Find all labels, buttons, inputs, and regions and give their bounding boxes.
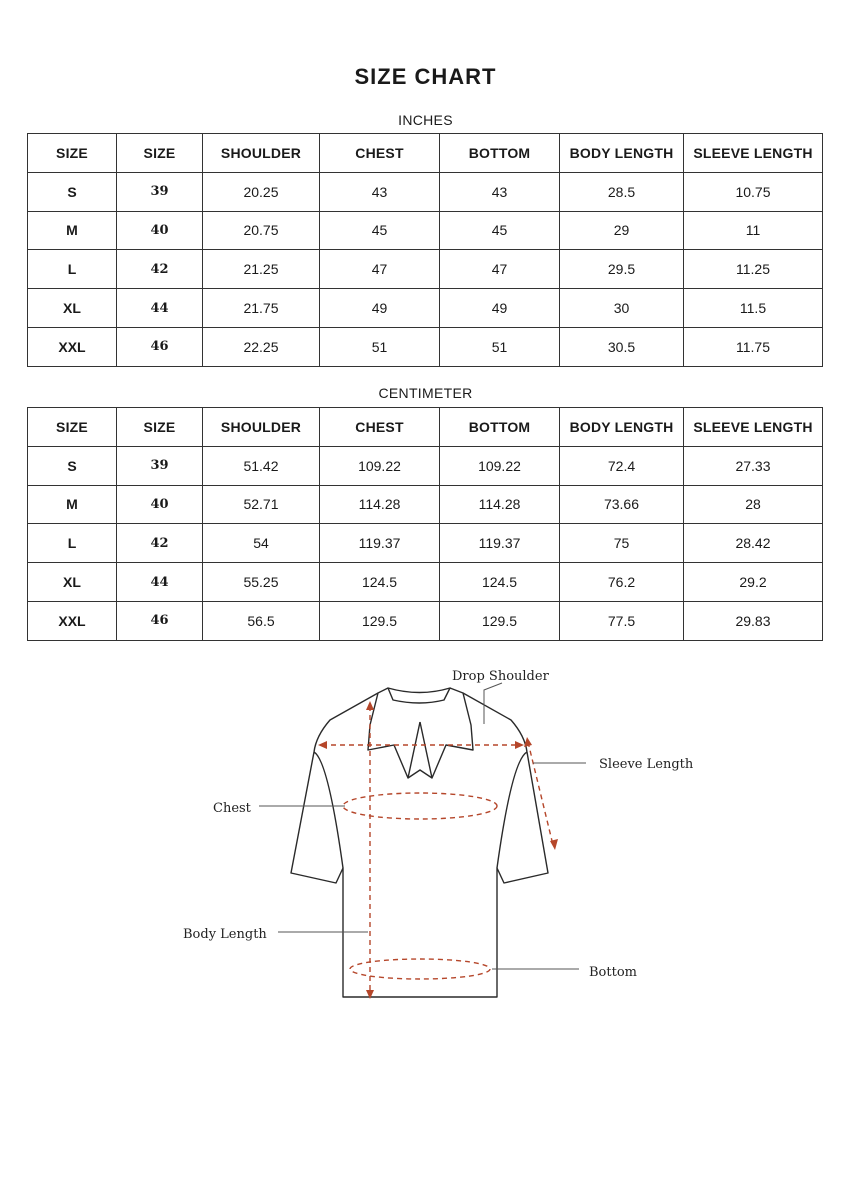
sleeve-length-cell: 29.2 (684, 563, 823, 602)
bottom-cell: 47 (440, 250, 560, 289)
sleeve-length-cell: 11.25 (684, 250, 823, 289)
table-row (28, 211, 823, 250)
body-length-cell: 77.5 (560, 601, 684, 640)
chest-cell: 119.37 (320, 524, 440, 563)
size-label-cell: S (28, 172, 117, 211)
column-header: BODY LENGTH (560, 408, 684, 447)
chest-cell: 109.22 (320, 446, 440, 485)
shoulder-cell: 55.25 (203, 563, 320, 602)
column-header: SLEEVE LENGTH (684, 408, 823, 447)
size-number-cell: 44 (117, 563, 203, 602)
chest-cell: 124.5 (320, 563, 440, 602)
size-label-cell: L (28, 250, 117, 289)
shoulder-cell: 51.42 (203, 446, 320, 485)
chest-cell: 49 (320, 289, 440, 328)
size-number-cell: 40 (117, 485, 203, 524)
chest-cell: 129.5 (320, 601, 440, 640)
bottom-cell: 45 (440, 211, 560, 250)
size-label-cell: S (28, 446, 117, 485)
size-number-cell: 42 (117, 524, 203, 563)
shoulder-cell: 21.75 (203, 289, 320, 328)
column-header: SIZE (28, 134, 117, 173)
chest-cell: 45 (320, 211, 440, 250)
table-row (28, 172, 823, 211)
column-header: CHEST (320, 134, 440, 173)
size-number-cell: 46 (117, 601, 203, 640)
table-row (28, 601, 823, 640)
chest-cell: 43 (320, 172, 440, 211)
size-label-cell: M (28, 485, 117, 524)
sleeve-length-cell: 28 (684, 485, 823, 524)
bottom-cell: 119.37 (440, 524, 560, 563)
size-number-cell: 39 (117, 446, 203, 485)
column-header: SHOULDER (203, 408, 320, 447)
bottom-cell: 114.28 (440, 485, 560, 524)
leader-lines (259, 683, 586, 969)
size-label-cell: XXL (28, 327, 117, 366)
centimeter-caption: CENTIMETER (378, 385, 473, 401)
table-header-row (28, 134, 823, 173)
shoulder-cell: 54 (203, 524, 320, 563)
sleeve-length-cell: 11.5 (684, 289, 823, 328)
size-number-cell: 39 (117, 172, 203, 211)
size-label-cell: XL (28, 289, 117, 328)
bottom-cell: 129.5 (440, 601, 560, 640)
shoulder-cell: 56.5 (203, 601, 320, 640)
centimeter-table (27, 407, 823, 641)
sleeve-length-cell: 27.33 (684, 446, 823, 485)
shoulder-cell: 22.25 (203, 327, 320, 366)
chest-cell: 47 (320, 250, 440, 289)
size-number-cell: 42 (117, 250, 203, 289)
chest-cell: 114.28 (320, 485, 440, 524)
table-row (28, 250, 823, 289)
shoulder-cell: 21.25 (203, 250, 320, 289)
body-length-cell: 29 (560, 211, 684, 250)
size-label-cell: XXL (28, 601, 117, 640)
sleeve-length-cell: 11.75 (684, 327, 823, 366)
body-length-cell: 30 (560, 289, 684, 328)
column-header: BODY LENGTH (560, 134, 684, 173)
sleeve-length-cell: 28.42 (684, 524, 823, 563)
size-number-cell: 44 (117, 289, 203, 328)
bottom-cell: 51 (440, 327, 560, 366)
inches-table (27, 133, 823, 367)
size-number-cell: 40 (117, 211, 203, 250)
bottom-cell: 43 (440, 172, 560, 211)
size-label-cell: XL (28, 563, 117, 602)
table-row (28, 446, 823, 485)
bottom-cell: 124.5 (440, 563, 560, 602)
shoulder-cell: 52.71 (203, 485, 320, 524)
column-header: CHEST (320, 408, 440, 447)
body-length-cell: 72.4 (560, 446, 684, 485)
sleeve-length-cell: 11 (684, 211, 823, 250)
sleeve-length-cell: 10.75 (684, 172, 823, 211)
table-row (28, 327, 823, 366)
table-row (28, 289, 823, 328)
table-row (28, 485, 823, 524)
table-row (28, 524, 823, 563)
column-header: BOTTOM (440, 408, 560, 447)
size-number-cell: 46 (117, 327, 203, 366)
body-length-cell: 30.5 (560, 327, 684, 366)
column-header: SIZE (28, 408, 117, 447)
chest-measure-ellipse (343, 793, 497, 819)
column-header: SIZE (117, 408, 203, 447)
bottom-measure-ellipse (350, 959, 490, 979)
chest-label: Chest (213, 801, 251, 816)
shirt-outline (291, 688, 548, 997)
sleeve-length-cell: 29.83 (684, 601, 823, 640)
body-length-cell: 29.5 (560, 250, 684, 289)
body-length-cell: 75 (560, 524, 684, 563)
table-row (28, 563, 823, 602)
column-header: SIZE (117, 134, 203, 173)
bottom-label: Bottom (589, 965, 637, 980)
page-title: SIZE CHART (354, 64, 497, 89)
bottom-cell: 109.22 (440, 446, 560, 485)
sleeve-length-label: Sleeve Length (599, 757, 694, 772)
column-header: BOTTOM (440, 134, 560, 173)
shoulder-cell: 20.75 (203, 211, 320, 250)
shoulder-cell: 20.25 (203, 172, 320, 211)
shirt-measurement-diagram (0, 650, 851, 1020)
inches-caption: INCHES (398, 112, 453, 128)
column-header: SHOULDER (203, 134, 320, 173)
bottom-cell: 49 (440, 289, 560, 328)
size-label-cell: L (28, 524, 117, 563)
table-header-row (28, 408, 823, 447)
measurement-guides (322, 706, 553, 995)
drop-shoulder-label: Drop Shoulder (452, 669, 549, 684)
body-length-label: Body Length (183, 927, 267, 942)
chest-cell: 51 (320, 327, 440, 366)
column-header: SLEEVE LENGTH (684, 134, 823, 173)
body-length-cell: 73.66 (560, 485, 684, 524)
body-length-cell: 28.5 (560, 172, 684, 211)
body-length-cell: 76.2 (560, 563, 684, 602)
size-label-cell: M (28, 211, 117, 250)
